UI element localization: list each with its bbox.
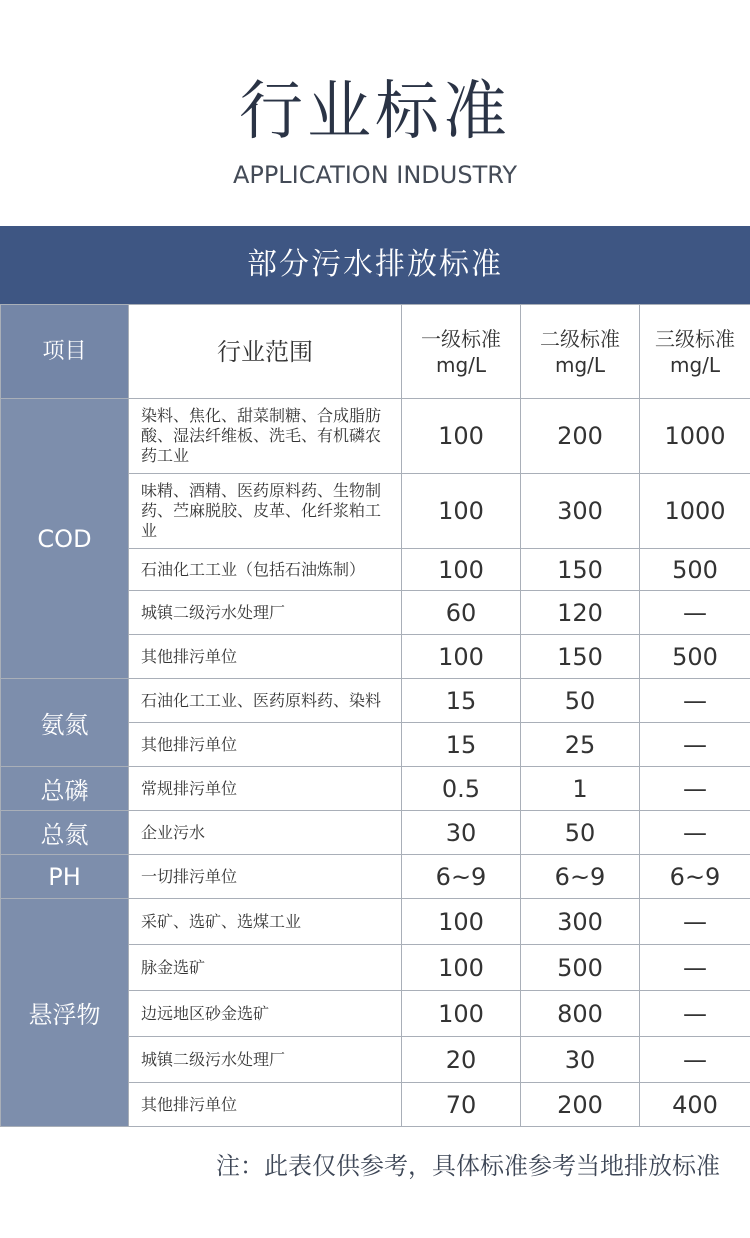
grade2-value-cell: 50: [521, 811, 640, 855]
grade1-value-cell: 100: [402, 399, 521, 474]
grade2-value-cell: 50: [521, 679, 640, 723]
header-scope: 行业范围: [129, 305, 402, 399]
table-row: [1, 679, 750, 723]
scope-cell: 其他排污单位: [129, 1083, 402, 1127]
grade1-value-cell: 100: [402, 991, 521, 1037]
grade2-value-cell: 300: [521, 899, 640, 945]
scope-cell: 采矿、选矿、选煤工业: [129, 899, 402, 945]
grade2-value-cell: 300: [521, 474, 640, 549]
grade2-value-cell: 800: [521, 991, 640, 1037]
grade3-value-cell: —: [640, 991, 750, 1037]
grade3-value-cell: —: [640, 899, 750, 945]
grade1-value-cell: 100: [402, 549, 521, 591]
scope-cell: 石油化工工业（包括石油炼制）: [129, 549, 402, 591]
grade1-value-cell: 20: [402, 1037, 521, 1083]
header-grade2-label: 二级标准: [540, 326, 620, 351]
grade1-value-cell: 70: [402, 1083, 521, 1127]
table-row: [1, 899, 750, 945]
grade3-value-cell: 500: [640, 549, 750, 591]
grade3-value-cell: —: [640, 945, 750, 991]
grade2-value-cell: 30: [521, 1037, 640, 1083]
category-cell: 总磷: [1, 767, 129, 811]
grade2-value-cell: 500: [521, 945, 640, 991]
category-cell: 悬浮物: [1, 899, 129, 1127]
grade3-value-cell: 1000: [640, 399, 750, 474]
table-row: [1, 855, 750, 899]
scope-cell: 常规排污单位: [129, 767, 402, 811]
grade2-value-cell: 200: [521, 1083, 640, 1127]
grade1-value-cell: 100: [402, 635, 521, 679]
page-title: 行业标准: [239, 75, 511, 149]
grade2-value-cell: 200: [521, 399, 640, 474]
table-body: [1, 399, 750, 1127]
scope-cell: 味精、酒精、医药原料药、生物制药、苎麻脱胶、皮革、化纤浆粕工业: [129, 474, 402, 549]
grade2-value-cell: 120: [521, 591, 640, 635]
grade3-value-cell: —: [640, 767, 750, 811]
table-banner: 部分污水排放标准: [0, 226, 750, 304]
scope-cell: 一切排污单位: [129, 855, 402, 899]
scope-cell: 企业污水: [129, 811, 402, 855]
grade1-value-cell: 0.5: [402, 767, 521, 811]
grade1-value-cell: 30: [402, 811, 521, 855]
footnote: 注：此表仅供参考，具体标准参考当地排放标准: [216, 1152, 720, 1180]
header-grade2-unit: mg/L: [554, 352, 606, 377]
standards-table: [0, 304, 750, 1127]
grade1-value-cell: 15: [402, 679, 521, 723]
grade3-value-cell: —: [640, 723, 750, 767]
table-row: [1, 767, 750, 811]
page-subtitle: APPLICATION INDUSTRY: [232, 161, 518, 189]
grade1-value-cell: 100: [402, 899, 521, 945]
scope-cell: 城镇二级污水处理厂: [129, 591, 402, 635]
grade1-value-cell: 100: [402, 474, 521, 549]
scope-cell: 染料、焦化、甜菜制糖、合成脂肪酸、湿法纤维板、洗毛、有机磷农药工业: [129, 399, 402, 474]
category-cell: PH: [1, 855, 129, 899]
table-row: [1, 399, 750, 474]
grade1-value-cell: 100: [402, 945, 521, 991]
grade2-value-cell: 25: [521, 723, 640, 767]
header-grade2: [521, 305, 640, 399]
grade1-value-cell: 6~9: [402, 855, 521, 899]
category-cell: 氨氮: [1, 679, 129, 767]
scope-cell: 城镇二级污水处理厂: [129, 1037, 402, 1083]
grade1-value-cell: 15: [402, 723, 521, 767]
grade3-value-cell: 500: [640, 635, 750, 679]
header-grade3-unit: mg/L: [669, 352, 721, 377]
header-grade1-unit: mg/L: [435, 352, 487, 377]
header-grade3-label: 三级标准: [655, 326, 735, 351]
grade3-value-cell: 6~9: [640, 855, 750, 899]
category-cell: COD: [1, 399, 129, 679]
grade3-value-cell: 400: [640, 1083, 750, 1127]
header-grade3: [640, 305, 750, 399]
grade3-value-cell: —: [640, 679, 750, 723]
grade2-value-cell: 150: [521, 635, 640, 679]
grade1-value-cell: 60: [402, 591, 521, 635]
scope-cell: 石油化工工业、医药原料药、染料: [129, 679, 402, 723]
grade2-value-cell: 150: [521, 549, 640, 591]
scope-cell: 边远地区砂金选矿: [129, 991, 402, 1037]
grade3-value-cell: —: [640, 811, 750, 855]
scope-cell: 脉金选矿: [129, 945, 402, 991]
scope-cell: 其他排污单位: [129, 635, 402, 679]
category-cell: 总氮: [1, 811, 129, 855]
grade3-value-cell: 1000: [640, 474, 750, 549]
header-grade1-label: 一级标准: [421, 326, 501, 351]
table-row: [1, 811, 750, 855]
grade3-value-cell: —: [640, 1037, 750, 1083]
table-header-row: [1, 305, 750, 399]
grade2-value-cell: 1: [521, 767, 640, 811]
scope-cell: 其他排污单位: [129, 723, 402, 767]
grade2-value-cell: 6~9: [521, 855, 640, 899]
header-grade1: [402, 305, 521, 399]
grade3-value-cell: —: [640, 591, 750, 635]
page-header: [0, 0, 750, 225]
header-item: 项目: [1, 305, 129, 399]
standards-table-container: [0, 304, 750, 1127]
